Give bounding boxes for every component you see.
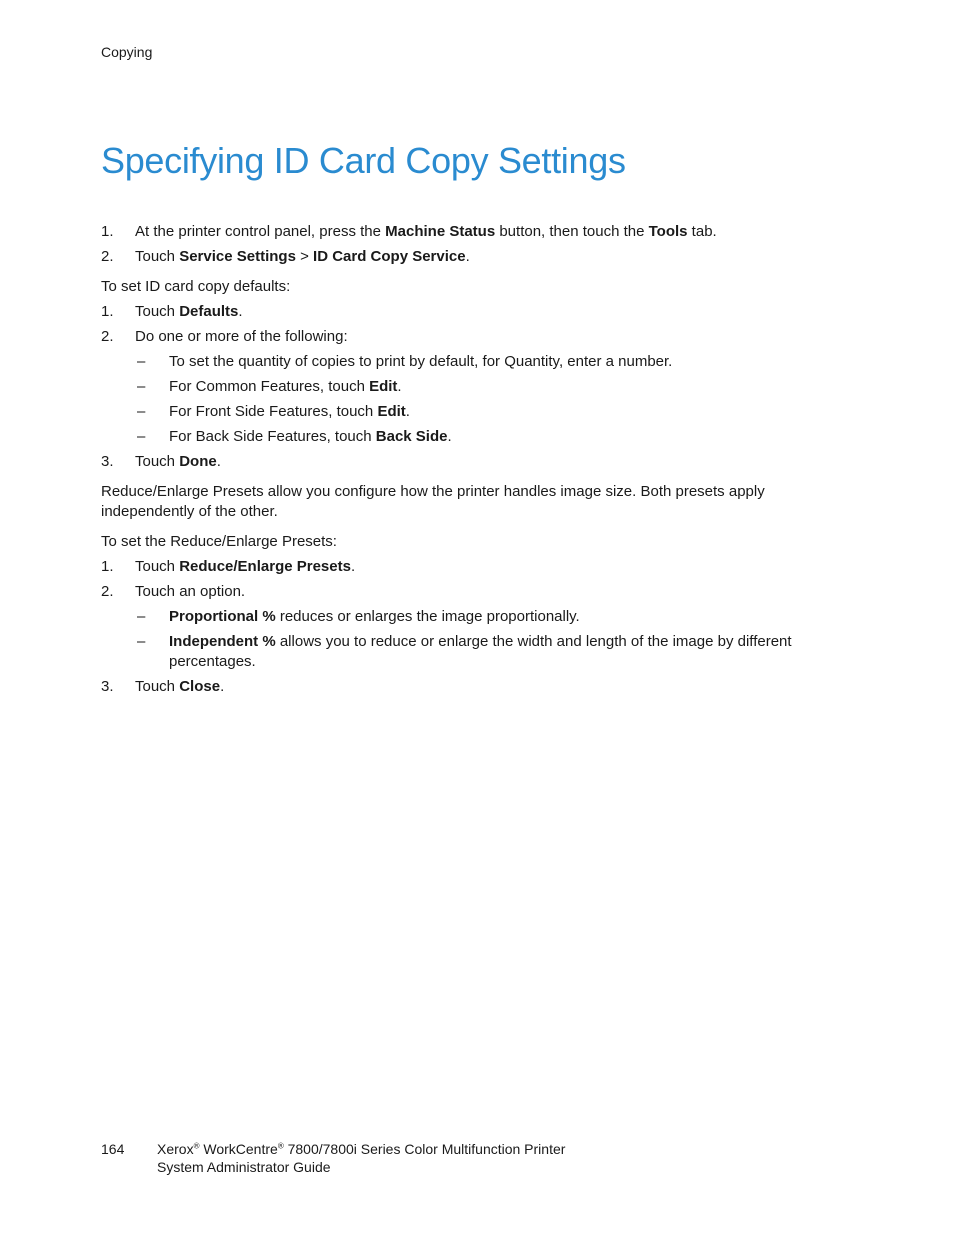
numbered-step xyxy=(101,222,861,242)
footer-line-1 xyxy=(157,1140,565,1158)
presets-intro: To set the Reduce/Enlarge Presets: xyxy=(101,533,337,550)
dash-bullet: – xyxy=(137,428,146,445)
step-number: 2. xyxy=(101,583,114,600)
bold-term: Reduce/Enlarge Presets xyxy=(179,558,351,575)
footer-line-2: System Administrator Guide xyxy=(157,1159,331,1175)
sub-item-text xyxy=(169,633,792,670)
step-text xyxy=(135,328,348,345)
step-number: 3. xyxy=(101,453,114,470)
text-run: Touch xyxy=(135,558,180,575)
step-text xyxy=(135,223,717,240)
presets-steps-list xyxy=(101,557,861,697)
registered-mark: ® xyxy=(193,1141,200,1151)
step-text xyxy=(135,248,470,265)
step-number: 2. xyxy=(101,328,114,345)
step-text xyxy=(135,583,245,600)
bold-term: Edit xyxy=(369,378,398,395)
bold-term: Proportional % xyxy=(169,608,276,625)
document-body xyxy=(101,222,861,702)
numbered-step xyxy=(101,557,861,577)
text-run: button, then touch the xyxy=(495,223,649,240)
text-run: . xyxy=(405,403,410,420)
text-run: For Back Side Features, touch xyxy=(169,428,376,445)
text-run: . xyxy=(350,558,356,575)
text-run: At the printer control panel, press the xyxy=(135,223,386,240)
sub-item-text xyxy=(169,378,402,395)
text-run: reduces or enlarges the image proportionally. xyxy=(275,608,580,625)
sub-item xyxy=(101,632,861,672)
numbered-step xyxy=(101,582,861,602)
dash-bullet: – xyxy=(137,633,146,650)
dash-bullet: – xyxy=(137,608,146,625)
step-number: 1. xyxy=(101,558,114,575)
numbered-step xyxy=(101,677,861,697)
brand-name: Xerox xyxy=(157,1141,194,1157)
running-header: Copying xyxy=(101,44,153,60)
numbered-step xyxy=(101,247,861,267)
defaults-intro: To set ID card copy defaults: xyxy=(101,278,291,295)
sub-item xyxy=(101,402,861,422)
numbered-step xyxy=(101,327,861,347)
text-run: Touch xyxy=(135,248,180,265)
presets-paragraph: Reduce/Enlarge Presets allow you configure how the printer handles image size. Both presets apply independently of the other. xyxy=(101,483,765,520)
sub-item-text xyxy=(169,403,410,420)
text-run: . xyxy=(238,303,243,320)
step-text xyxy=(135,453,221,470)
step-number: 1. xyxy=(101,303,114,320)
step-number: 2. xyxy=(101,248,114,265)
sub-item-text xyxy=(169,428,452,445)
numbered-step xyxy=(101,452,861,472)
registered-mark: ® xyxy=(277,1141,284,1151)
sub-item-text xyxy=(169,353,672,370)
text-run: Do one or more of the following: xyxy=(135,328,348,345)
sub-item-text xyxy=(169,608,580,625)
bold-term: ID Card Copy Service xyxy=(313,248,466,265)
sub-item xyxy=(101,377,861,397)
defaults-steps-list xyxy=(101,302,861,472)
dash-bullet: – xyxy=(137,353,146,370)
numbered-step xyxy=(101,302,861,322)
sub-item xyxy=(101,607,861,627)
dash-bullet: – xyxy=(137,378,146,395)
text-run: > xyxy=(295,248,314,265)
bold-term: Tools xyxy=(648,223,688,240)
sub-item xyxy=(101,352,861,372)
text-run: Touch xyxy=(135,303,180,320)
service-steps-list xyxy=(101,222,861,267)
step-number: 3. xyxy=(101,678,114,695)
bold-term: Done xyxy=(179,453,217,470)
text-run: . xyxy=(216,453,221,470)
text-run: For Common Features, touch xyxy=(169,378,370,395)
model-name: 7800/7800i Series Color Multifunction Printer xyxy=(283,1141,566,1157)
dash-bullet: – xyxy=(137,403,146,420)
text-run: For Front Side Features, touch xyxy=(169,403,378,420)
sub-item xyxy=(101,427,861,447)
step-text xyxy=(135,678,224,695)
bold-term: Machine Status xyxy=(385,223,496,240)
text-run: Touch xyxy=(135,453,180,470)
bold-term: Edit xyxy=(377,403,406,420)
text-run: tab. xyxy=(687,223,717,240)
text-run: . xyxy=(465,248,470,265)
step-number: 1. xyxy=(101,223,114,240)
bold-term: Back Side xyxy=(375,428,448,445)
bold-term: Service Settings xyxy=(179,248,296,265)
bold-term: Independent % xyxy=(169,633,276,650)
bold-term: Close xyxy=(179,678,221,695)
step-text xyxy=(135,303,243,320)
product-name: WorkCentre xyxy=(199,1141,278,1157)
footer-product xyxy=(157,1140,565,1176)
text-run: Touch an option. xyxy=(135,583,246,600)
page-title: Specifying ID Card Copy Settings xyxy=(101,140,626,181)
text-run: Touch xyxy=(135,678,180,695)
text-run: To set the quantity of copies to print by default, for Quantity, enter a number. xyxy=(169,353,673,370)
text-run: . xyxy=(397,378,402,395)
step-text xyxy=(135,558,355,575)
page-number: 164 xyxy=(101,1141,125,1157)
text-run: allows you to reduce or enlarge the width and length of the image by different percentages. xyxy=(169,633,792,670)
text-run: . xyxy=(220,678,225,695)
bold-term: Defaults xyxy=(179,303,239,320)
text-run: . xyxy=(447,428,452,445)
